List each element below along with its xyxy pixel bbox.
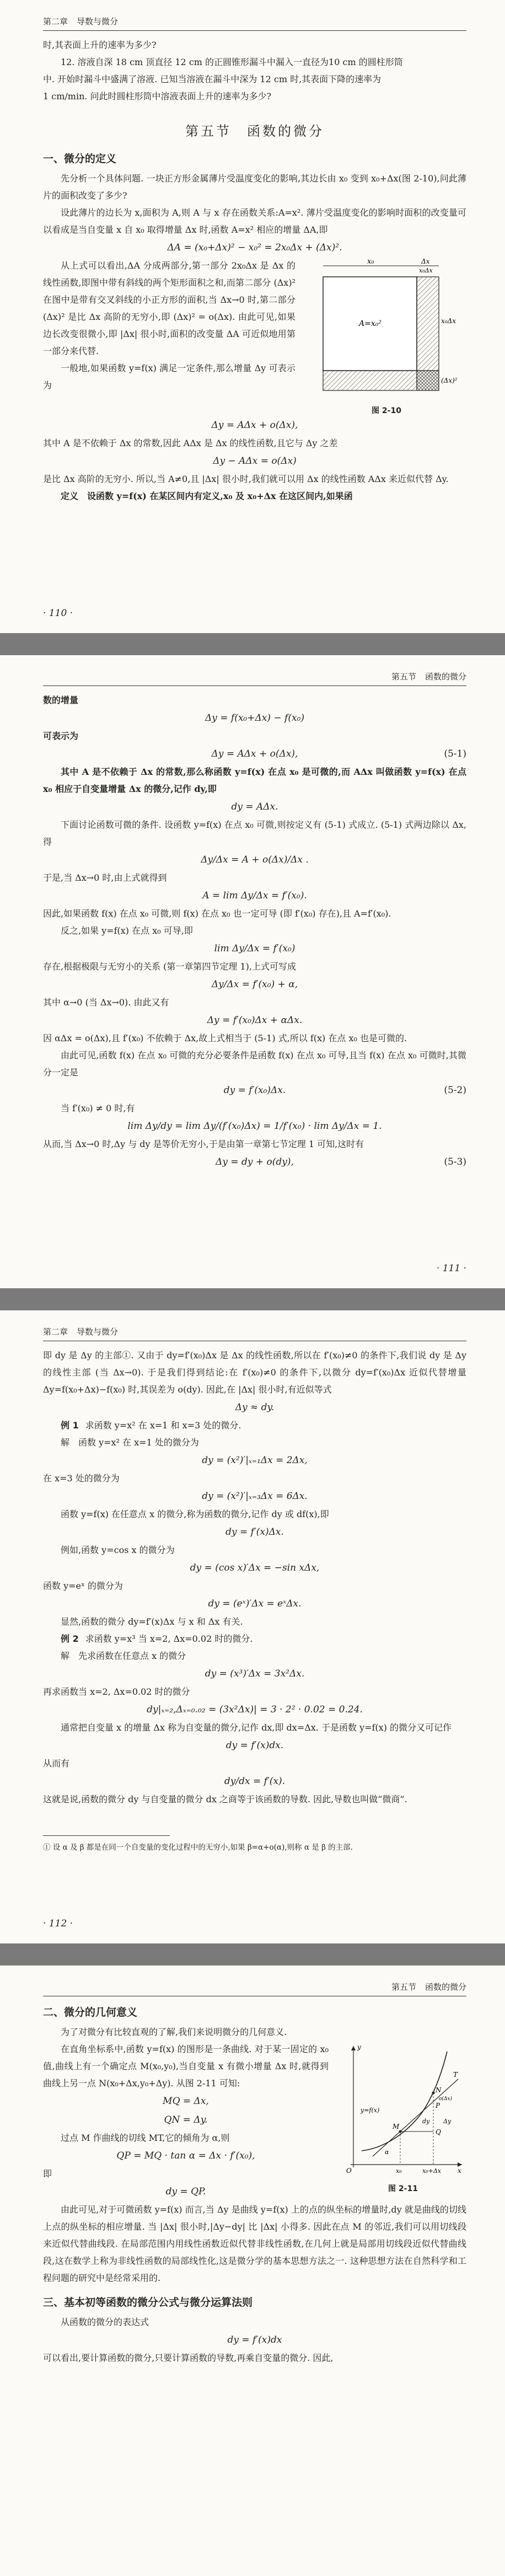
label-P: P bbox=[436, 2102, 440, 2109]
subsection-title: 三、基本初等函数的微分公式与微分运算法则 bbox=[43, 2296, 253, 2309]
formula-body: Δy = dy + o(dy), bbox=[216, 1156, 294, 1167]
solution: 解 函数 y=x² 在 x=1 处的微分为 bbox=[61, 1437, 199, 1448]
page-header bbox=[43, 1326, 466, 1341]
label-Q: Q bbox=[436, 2128, 441, 2136]
subsection-title: 二、微分的几何意义 bbox=[43, 2006, 138, 2018]
label-x0dx-side: x₀Δx bbox=[441, 317, 456, 325]
paragraph: 在 x=3 处的微分为 bbox=[43, 1473, 120, 1484]
label-y-axis: y bbox=[357, 2043, 361, 2051]
paragraph: 例如,函数 y=cos x 的微分为 bbox=[61, 1545, 175, 1555]
paragraph: 过点 M 作曲线的切线 MT,它的倾角为 α,则 bbox=[61, 2133, 230, 2143]
square-area-diagram bbox=[307, 257, 466, 400]
page-header bbox=[43, 15, 466, 31]
text-line: 数的增量 bbox=[43, 695, 79, 705]
page-113 bbox=[0, 1966, 505, 2576]
formula: lim Δy/dy = lim Δy/(f′(x₀)Δx) = 1/f′(x₀) · lim Δy/Δx = 1. bbox=[127, 1121, 382, 1132]
paragraph: 即 bbox=[43, 2168, 52, 2179]
page-header bbox=[43, 1981, 466, 1996]
label-x0: x₀ bbox=[396, 2167, 402, 2175]
paragraph: 其中 A 是不依赖于 Δx 的常数,因此 AΔx 是 Δx 的线性函数,且它与 Δy 之差 bbox=[43, 438, 338, 448]
figure-caption: 图 2-10 bbox=[372, 406, 401, 415]
formula: Δy/Δx = f′(x₀) + α, bbox=[211, 979, 298, 990]
formula: dy = QP. bbox=[165, 2186, 206, 2197]
paragraph: 从而,当 Δx→0 时,Δy 与 dy 是等价无穷小,于是由第一章第七节定理 1 可知,这时有 bbox=[43, 1139, 364, 1149]
formula: MQ = Δx, bbox=[163, 2096, 209, 2107]
formula: dy = (eˣ)′Δx = eˣΔx. bbox=[208, 1598, 302, 1609]
paragraph: 设此薄片的边长为 x,面积为 A,则 A 与 x 存在函数关系:A=x². 薄片受温度变化的影响时面积的改变量可以看成是当自变量 x 自 x₀ 取得增量 Δx 时,函数 A=x² 相应的增量 ΔA,即 bbox=[43, 207, 466, 235]
text-with-figure bbox=[43, 257, 466, 416]
paragraph: 函数 y=f(x) 在任意点 x 的微分,称为函数的微分,记作 dy 或 df(x),即 bbox=[61, 1509, 329, 1519]
paragraph: 由此可见,对于可微函数 y=f(x) 而言,当 Δy 是曲线 y=f(x) 上的点的纵坐标的增量时,dy 就是曲线的切线上点的纵坐标的相应增量. 当 |Δx| 很小时,|Δy−dy| 比 |Δx| 小得多. 因此在点 M 的邻近,我们可以用切线段来近似代替曲线段. 在局部范围内用线性函数近似代替非线性函数,在几何上就是局部用切线段近似代替曲线段,这在数学上称为非线性函数的局部线性化,这是微分学的基本思想方法之一. 这种思想方法在自然科学和工程问题的研究中是经常采用的. bbox=[43, 2204, 466, 2283]
paragraph: 从上式可以看出,ΔA 分成两部分,第一部分 2x₀Δx 是 Δx 的线性函数,即图中带有斜线的两个矩形面积之和,而第二部分 (Δx)² 在图中是带有交叉斜线的小正方形的面积,当 Δx→0 时,第二部分 (Δx)² 是比 Δx 高阶的无穷小,即 (Δx)² = o(Δx). 由此可见,如果边长改变很微小,即 |Δx| 很小时,面积的改变量 ΔA 可近似地用第一部分来代替. bbox=[43, 260, 296, 356]
example-1 bbox=[43, 1417, 466, 1434]
exercise-text: 中. 开始时漏斗中盛满了溶液. 已知当溶液在漏斗中深为 12 cm 时,其表面下降的速率为 bbox=[43, 74, 382, 84]
label-dx: Δx bbox=[421, 258, 430, 265]
paragraph: 由此可见,函数 f(x) 在点 x₀ 可微的充分必要条件是函数 f(x) 在点 x₀ 可导,且当 f(x) 在点 x₀ 可微时,其微分一定是 bbox=[43, 1050, 466, 1078]
figure-caption: 图 2-11 bbox=[388, 2184, 418, 2193]
formula: Δy = f(x₀+Δx) − f(x₀) bbox=[205, 713, 304, 724]
formula: dy = f′(x)dx. bbox=[225, 1740, 284, 1751]
figure-2-11 bbox=[340, 2041, 466, 2201]
solution: 解 先求函数在任意点 x 的微分 bbox=[61, 1651, 186, 1661]
formula: dy|ₓ₌₂,Δₓ₌₀.₀₂ = (3x²Δx)| = 3 · 2² · 0.02 = 0.24. bbox=[147, 1704, 363, 1715]
formula: dy = (x³)′Δx = 3x²Δx. bbox=[205, 1668, 305, 1679]
example-label: 例 1 bbox=[61, 1420, 79, 1431]
label-dx2: (Δx)² bbox=[441, 377, 458, 384]
definition: 定义 设函数 y=f(x) 在某区间内有定义,x₀ 及 x₀+Δx 在这区间内,如果函 bbox=[61, 491, 353, 501]
paragraph: 从函数的微分的表达式 bbox=[61, 2317, 149, 2327]
formula: Δy/Δx = A + o(Δx)/Δx . bbox=[201, 854, 309, 865]
paragraph: 函数 y=eˣ 的微分为 bbox=[43, 1581, 123, 1591]
label-N: N bbox=[436, 2086, 442, 2094]
paragraph: 存在,根据极限与无穷小的关系 (第一章第四节定理 1),上式可写成 bbox=[43, 961, 297, 972]
page-111 bbox=[0, 655, 505, 1288]
label-area: A=x₀² bbox=[359, 319, 382, 328]
header-section: 第五节 bbox=[391, 1982, 416, 1992]
figure-2-10 bbox=[307, 257, 466, 416]
label-function: y=f(x) bbox=[361, 2107, 380, 2114]
footnote-divider bbox=[43, 1835, 170, 1836]
footnote: ① 设 α 及 β 都是在同一个自变量的变化过程中的无穷小,如果 β=α+o(α),则称 α 是 β 的主部. bbox=[43, 1843, 353, 1852]
paragraph: 即 dy 是 Δy 的主部①. 又由于 dy=f′(x₀)Δx 是 Δx 的线性函数,所以在 f′(x₀)≠0 的条件下,我们说 dy 是 Δy 的线性主部 (当 Δx→0). 于是我们得到结论:在 f′(x₀)≠0 的条件下,以微分 dy=f′(x₀)Δx 近似代替增量 Δy=f(x₀+Δx)−f(x₀) 时,其误差为 o(dy). 因此,在 |Δx| 很小时,有近似等式 bbox=[43, 1350, 466, 1395]
label-T: T bbox=[453, 2071, 458, 2079]
page-number: · 112 · bbox=[43, 1918, 73, 1929]
equation-tag: (5-1) bbox=[444, 748, 466, 759]
label-M: M bbox=[393, 2123, 400, 2130]
label-x-axis: x bbox=[458, 2167, 461, 2175]
paragraph: 当 f′(x₀) ≠ 0 时,有 bbox=[61, 1103, 135, 1113]
paragraph: 可以看出,要计算函数的微分,只要计算函数的导数,再乘自变量的微分. 因此, bbox=[43, 2353, 334, 2363]
formula: dy/dx = f′(x). bbox=[224, 1776, 286, 1787]
formula: dy = f′(x)dx bbox=[227, 2334, 282, 2345]
formula: A = lim Δy/Δx = f′(x₀). bbox=[202, 890, 307, 901]
formula: dy = (x²)′|ₓ₌₃Δx = 6Δx. bbox=[202, 1491, 308, 1502]
tangent-diagram bbox=[340, 2041, 466, 2178]
formula: lim Δy/Δx = f′(x₀) bbox=[214, 943, 296, 954]
formula-body: dy = f′(x₀)Δx. bbox=[223, 1085, 286, 1096]
label-alpha: α bbox=[385, 2149, 389, 2156]
example-label: 例 2 bbox=[61, 1634, 79, 1644]
formula: QN = Δy. bbox=[164, 2114, 208, 2125]
formula: dy = AΔx. bbox=[231, 801, 278, 812]
text-line: 可表示为 bbox=[43, 731, 79, 741]
paragraph: 在直角坐标系中,函数 y=f(x) 的图形是一条曲线. 对于某一固定的 x₀ 值,曲线上有一个确定点 M(x₀,y₀),当自变量 x 有微小增量 Δx 时,就得到曲线上另一点 N(x₀+Δx,y₀+Δy). 从图 2-11 可知: bbox=[43, 2044, 329, 2088]
label-delta-y: Δy bbox=[443, 2118, 452, 2125]
formula: QP = MQ · tan α = Δx · f′(x₀), bbox=[116, 2150, 255, 2161]
page-110 bbox=[0, 0, 505, 633]
header-section: 第五节 bbox=[391, 672, 416, 682]
subsection-title: 一、微分的定义 bbox=[43, 153, 117, 165]
paragraph: 于是,当 Δx→0 时,由上式就得到 bbox=[43, 872, 167, 883]
paragraph: 再求函数当 x=2, Δx=0.02 时的微分 bbox=[43, 1686, 190, 1697]
example-text: 求函数 y=x² 在 x=1 和 x=3 处的微分. bbox=[85, 1420, 241, 1431]
formula bbox=[43, 745, 466, 763]
paragraph: 因此,如果函数 f(x) 在点 x₀ 可微,则 f(x) 在点 x₀ 也一定可导 (即 f′(x₀) 存在),且 A=f′(x₀). bbox=[43, 908, 391, 919]
text-with-figure bbox=[43, 2041, 466, 2201]
label-origin: O bbox=[346, 2167, 352, 2175]
paragraph: 显然,函数的微分 dy=f′(x)Δx 与 x 和 Δx 有关. bbox=[61, 1616, 243, 1627]
formula: Δy = AΔx + o(Δx), bbox=[211, 420, 298, 431]
formula bbox=[43, 1153, 466, 1171]
exercise-text: 12. 溶液自深 18 cm 顶直径 12 cm 的正圆锥形漏斗中漏入一直径为10 cm 的圆柱形筒 bbox=[61, 57, 403, 67]
paragraph: 因 αΔx = o(Δx),且 f′(x₀) 不依赖于 Δx,故上式相当于 (5-1) 式,所以 f(x) 在点 x₀ 也是可微的. bbox=[43, 1033, 407, 1043]
example-2 bbox=[43, 1630, 466, 1647]
formula: dy = (x²)′|ₓ₌₁Δx = 2Δx, bbox=[202, 1455, 308, 1466]
equation-tag: (5-2) bbox=[444, 1085, 466, 1096]
label-x0dx-top: x₀Δx bbox=[419, 267, 433, 274]
paragraph: 为了对微分有比较直观的了解,我们来说明微分的几何意义. bbox=[61, 2027, 287, 2037]
paragraph: 下面讨论函数可微的条件. 设函数 y=f(x) 在点 x₀ 可微,则按定义有 (5-1) 式成立. (5-1) 式两边除以 Δx,得 bbox=[43, 820, 466, 847]
header-title: 导数与微分 bbox=[77, 1327, 119, 1337]
paragraph: 这就是说,函数的微分 dy 与自变量的微分 dx 之商等于该函数的导数. 因此,导数也叫做“微商”. bbox=[43, 1794, 407, 1804]
formula-body: Δy = AΔx + o(Δx), bbox=[211, 748, 298, 759]
page-number: · 110 · bbox=[43, 608, 73, 619]
formula: dy = f′(x)Δx. bbox=[225, 1527, 284, 1538]
header-chapter: 第二章 bbox=[43, 1327, 68, 1337]
formula: Δy ≈ dy. bbox=[235, 1402, 275, 1413]
header-title: 导数与微分 bbox=[77, 17, 119, 26]
page-header bbox=[43, 671, 466, 686]
equation-tag: (5-3) bbox=[444, 1156, 466, 1167]
formula: ΔA = (x₀+Δx)² − x₀² = 2x₀Δx + (Δx)². bbox=[167, 242, 342, 253]
paragraph: 是比 Δx 高阶的无穷小. 所以,当 A≠0,且 |Δx| 很小时,我们就可以用 Δx 的线性函数 AΔx 来近似代替 Δy. bbox=[43, 474, 449, 484]
formula bbox=[43, 1081, 466, 1100]
formula: Δy − AΔx = o(Δx) bbox=[213, 456, 297, 467]
example-text: 求函数 y=x³ 当 x=2, Δx=0.02 时的微分. bbox=[85, 1634, 253, 1644]
label-dy: dy bbox=[422, 2118, 430, 2125]
paragraph: 通常把自变量 x 的增量 Δx 称为自变量的微分,记作 dx,即 dx=Δx. 于是函数 y=f(x) 的微分又可记作 bbox=[61, 1722, 452, 1733]
formula: Δy = f′(x₀)Δx + αΔx. bbox=[207, 1015, 303, 1026]
page-112 bbox=[0, 1310, 505, 1943]
header-title: 函数的微分 bbox=[425, 1982, 466, 1992]
paragraph: 先分析一个具体问题. 一块正方形金属薄片受温度变化的影响,其边长由 x₀ 变到 x₀+Δx(图 2-10),问此薄片的面积改变了多少? bbox=[43, 173, 466, 201]
header-chapter: 第二章 bbox=[43, 17, 68, 26]
label-x0: x₀ bbox=[367, 258, 374, 266]
paragraph: 其中 A 是不依赖于 Δx 的常数,那么称函数 y=f(x) 在点 x₀ 是可微的,而 AΔx 叫做函数 y=f(x) 在点 x₀ 相应于自变量增量 Δx 的微分,记作 dy,即 bbox=[43, 767, 466, 794]
paragraph: 一般地,如果函数 y=f(x) 满足一定条件,那么增量 Δy 可表示为 bbox=[43, 363, 296, 390]
formula: dy = (cos x)′Δx = −sin xΔx, bbox=[190, 1562, 320, 1573]
page-number: · 111 · bbox=[436, 1263, 466, 1274]
label-o-dx: o(Δx) bbox=[439, 2096, 453, 2102]
paragraph: 其中 α→0 (当 Δx→0). 由此又有 bbox=[43, 997, 169, 1008]
section-title: 第五节 函数的微分 bbox=[185, 124, 324, 139]
header-title: 函数的微分 bbox=[425, 672, 466, 682]
paragraph: 反之,如果 y=f(x) 在点 x₀ 可导,即 bbox=[61, 925, 193, 936]
label-x0-plus-dx: x₀+Δx bbox=[422, 2167, 441, 2175]
exercise-text: 时,其表面上升的速率为多少? bbox=[43, 40, 157, 50]
paragraph: 从而有 bbox=[43, 1758, 70, 1769]
exercise-text: 1 cm/min. 问此时圆柱形筒中溶液表面上升的速率为多少? bbox=[43, 91, 272, 101]
